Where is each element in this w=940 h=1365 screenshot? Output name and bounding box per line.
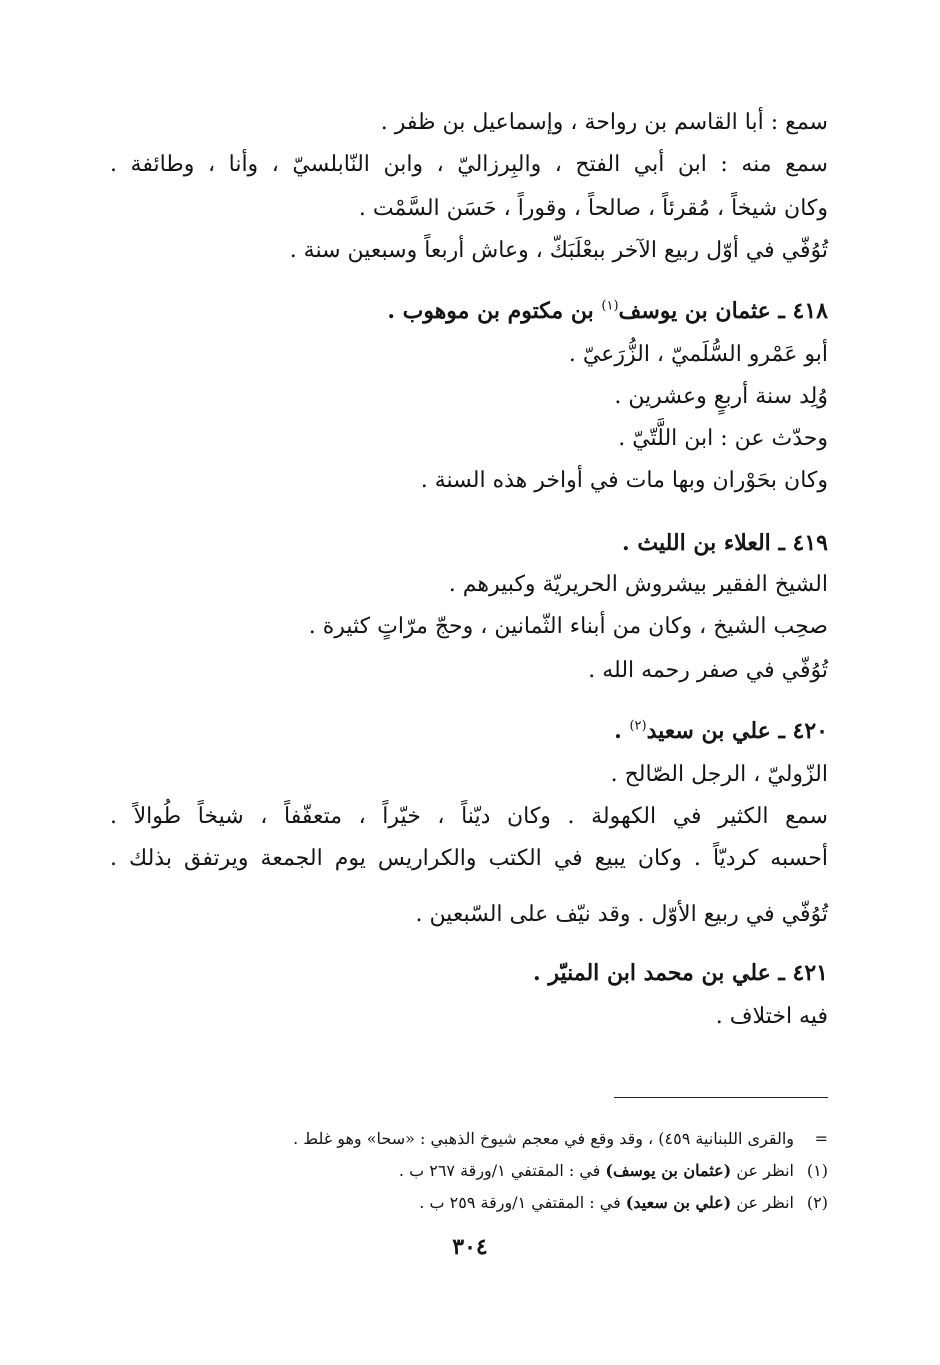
body-line: سمع منه : ابن أبي الفتح ، والبِرزاليّ ، وابن النّابلسيّ ، وأنا ، وطائفة . [110, 152, 828, 177]
footnote-text: في : المقتفي ١/ورقة ٢٥٩ ب . [419, 1193, 626, 1212]
entry-heading-419: ٤١٩ ـ العلاء بن الليث . [622, 530, 828, 556]
entry-line: وُلِد سنة أربعٍ وعشرين . [614, 384, 828, 409]
entry-line: أحسبه كرديّاً . وكان يبيع في الكتب والكراريس يوم الجمعة ويرتفق بذلك . [110, 846, 828, 871]
entry-heading-421: ٤٢١ ـ علي بن محمد ابن المنيّر . [533, 960, 828, 986]
footnote-mark: (١) [601, 298, 619, 314]
entry-line: فيه اختلاف . [715, 1004, 828, 1029]
entry-line: الزّوليّ ، الرجل الصّالح . [610, 762, 828, 787]
entry-heading-418 [387, 296, 828, 326]
footnote-number: (١) [806, 1161, 828, 1180]
entry-heading-text: . [614, 718, 630, 744]
entry-line: أبو عَمْرو السُّلَميّ ، الزُّرَعيّ . [568, 342, 828, 367]
footnote-divider [614, 1097, 828, 1098]
footnote-number: (٢) [806, 1193, 828, 1212]
page-number: ٣٠٤ [452, 1234, 488, 1260]
footnote-bold-name: (عثمان بن يوسف) [605, 1161, 732, 1180]
footnote-mark: (٢) [629, 718, 647, 734]
footnote-text: انظر عن [731, 1161, 794, 1180]
body-line: وكان شيخاً ، مُقرئاً ، صالحاً ، وقوراً ، حَسَن السَّمْت . [358, 196, 828, 221]
entry-line: وحدّث عن : ابن اللَّتّيّ . [618, 426, 828, 451]
entry-line: صحِب الشيخ ، وكان من أبناء الثّمانين ، وحجّ مرّاتٍ كثيرة . [308, 614, 828, 639]
entry-heading-420 [614, 716, 828, 746]
entry-line: وكان بحَوْران وبها مات في أواخر هذه السنة . [420, 468, 828, 493]
body-line: تُوُفّي في أوّل ربيع الآخر ببعْلَبَكّ ، وعاش أربعاً وسبعين سنة . [289, 238, 828, 263]
body-line: سمع : أبا القاسم بن رواحة ، وإسماعيل بن ظفر . [380, 110, 828, 135]
footnote-text: والقرى اللبنانية ٤٥٩) ، وقد وقع في معجم شيوخ الذهبي : «سحا» وهو غلط . [293, 1129, 794, 1148]
footnote-text: انظر عن [731, 1193, 794, 1212]
entry-line: تُوُفّي في صفر رحمه الله . [588, 658, 828, 683]
footnote-text: في : المقتفي ١/ورقة ٢٦٧ ب . [398, 1161, 606, 1180]
entry-heading-text: بن مكتوم بن موهوب . [387, 298, 602, 324]
entry-line: تُوُفّي في ربيع الأوّل . وقد نيّف على السّبعين . [415, 902, 828, 927]
entry-line: سمع الكثير في الكهولة . وكان ديّناً ، خيّراً ، متعفّفاً ، شيخاً طُوالاً . [110, 804, 828, 829]
footnote [293, 1128, 828, 1150]
entry-heading-text: ٤١٨ ـ عثمان بن يوسف [618, 298, 828, 324]
footnote [399, 1160, 828, 1182]
entry-line: الشيخ الفقير بيشروش الحريريّة وكبيرهم . [448, 572, 828, 597]
footnote [419, 1192, 828, 1214]
entry-heading-text: ٤٢٠ ـ علي بن سعيد [646, 718, 828, 744]
footnote-number: = [814, 1129, 828, 1148]
footnote-bold-name: (علي بن سعيد) [625, 1193, 732, 1212]
